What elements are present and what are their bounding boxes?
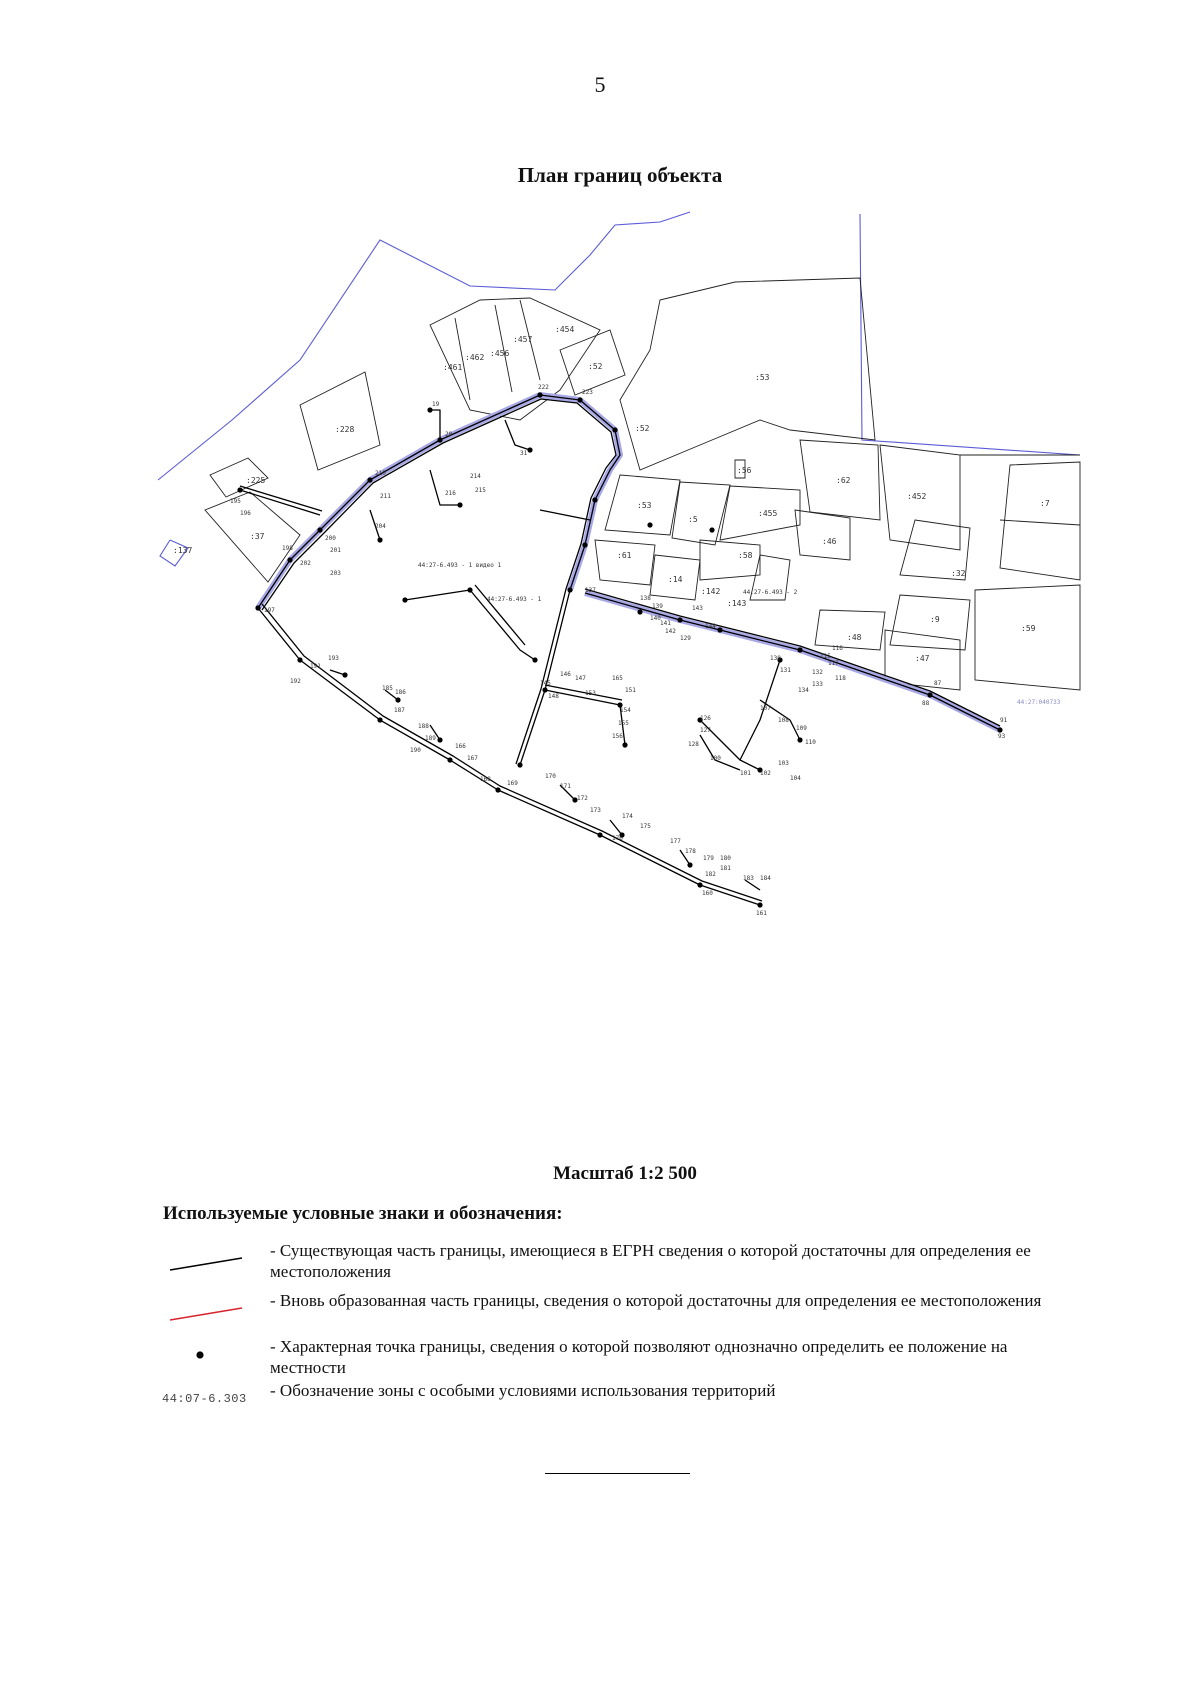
point-label: 103 (778, 760, 789, 767)
point-label: 108 (778, 717, 789, 724)
point-label: 128 (688, 741, 699, 748)
point-label: 175 (640, 823, 651, 830)
point-label: 156 (612, 733, 623, 740)
parcel-label: :46 (822, 537, 837, 546)
point-label: 109 (796, 725, 807, 732)
point-label: 129 (680, 635, 691, 642)
legend-item-new-boundary: - Вновь образованная часть границы, сведения о которой достаточны для определения ее местоположения (270, 1291, 1042, 1310)
parcel-label: :53 (755, 373, 770, 382)
point-label: 187 (394, 707, 405, 714)
parcel-label: :228 (335, 425, 355, 434)
point-label: 107 (760, 705, 771, 712)
parcel-label: :56 (737, 466, 752, 475)
point-label: 139 (652, 603, 663, 610)
point-label: 161 (756, 910, 767, 917)
parcel-label: :47 (915, 654, 930, 663)
point-labels (230, 384, 1008, 917)
point-label: 185 (382, 685, 393, 692)
point-label: 133 (812, 681, 823, 688)
parcel-label: :32 (951, 569, 966, 578)
point-label: 138 (640, 595, 651, 602)
point-label: 186 (395, 689, 406, 696)
point-label: 176 (612, 835, 623, 842)
point-label: 110 (805, 739, 816, 746)
point-label: 31 (520, 450, 528, 457)
legend-zone-label-sample: 44:07-6.303 (162, 1392, 247, 1406)
parcel-label: :53 (637, 501, 652, 510)
parcel-label: :457 (513, 335, 533, 344)
parcel-label: :462 (465, 353, 485, 362)
parcel-label: :14 (668, 575, 683, 584)
point-label: 130 (770, 655, 781, 662)
point-label: 151 (625, 687, 636, 694)
point-label: 191 (310, 663, 321, 670)
point-label: 141 (660, 620, 671, 627)
plan-title: План границ объекта (517, 163, 723, 187)
parcel-label: :452 (907, 492, 927, 501)
point-label: 169 (507, 780, 518, 787)
legend-item-special-zone: - Обозначение зоны с особыми условиями использования территорий (270, 1381, 776, 1400)
parcel-label: :455 (758, 509, 778, 518)
point-label: 87 (934, 680, 942, 687)
parcel-label: :9 (930, 615, 940, 624)
zone-label: 44:27-6.493 - 2 (743, 589, 798, 596)
point-label: 147 (575, 675, 586, 682)
point-label: 148 (548, 693, 559, 700)
legend-title: Используемые условные знаки и обозначения: (163, 1203, 563, 1224)
point-label: 200 (325, 535, 336, 542)
point-label: 144 (705, 623, 716, 630)
point-label: 201 (330, 547, 341, 554)
point-label: 172 (577, 795, 588, 802)
zone-label: 44:27-6.493 - 1 видео 1 (418, 562, 502, 569)
legend-red-line-symbol (168, 1300, 248, 1330)
point-label: 170 (545, 773, 556, 780)
point-label: 127 (700, 727, 711, 734)
parcel-label: :137 (173, 546, 193, 555)
point-label: 116 (832, 645, 843, 652)
parcel-labels (173, 325, 1050, 663)
parcel-label: :461 (443, 363, 463, 372)
point-label: 190 (410, 747, 421, 754)
point-label: 117 (828, 660, 839, 667)
point-label: 180 (720, 855, 731, 862)
point-label: 134 (798, 687, 809, 694)
point-label: 222 (538, 384, 549, 391)
legend-item-existing-boundary: - Существующая часть границы, имеющиеся в ЕГРН сведения о которой достаточны для определения ее местоположения (270, 1241, 1031, 1281)
parcel-label: :143 (727, 599, 747, 608)
zone-label: 44:27:040733 (1017, 699, 1061, 706)
point-label: 140 (650, 615, 661, 622)
point-label: 189 (425, 735, 436, 742)
point-label: 171 (560, 783, 571, 790)
footer-rule (545, 1473, 690, 1474)
point-label: 196 (240, 510, 251, 517)
point-label: 202 (300, 560, 311, 567)
parcel-label: :7 (1040, 499, 1050, 508)
parcel-label: :52 (588, 362, 603, 371)
point-label: 204 (375, 523, 386, 530)
page-number: 5 (594, 72, 606, 97)
parcel-label: :48 (847, 633, 862, 642)
point-label: 20 (445, 431, 453, 438)
quarter-boundaries (158, 212, 1080, 566)
point-label: 165 (612, 675, 623, 682)
point-label: 93 (998, 733, 1006, 740)
point-label: 146 (560, 671, 571, 678)
boundary-points (237, 392, 1002, 907)
point-label: 102 (760, 770, 771, 777)
point-label: 143 (692, 605, 703, 612)
point-label: 166 (455, 743, 466, 750)
point-label: 104 (790, 775, 801, 782)
point-label: 211 (380, 493, 391, 500)
point-label: 195 (230, 498, 241, 505)
point-label: 193 (328, 655, 339, 662)
point-label: 192 (290, 678, 301, 685)
legend-point-symbol (190, 1345, 210, 1365)
point-label: 168 (480, 776, 491, 783)
point-label: 137 (585, 587, 596, 594)
parcels (205, 278, 1080, 690)
point-label: 173 (590, 807, 601, 814)
object-boundary (240, 395, 1000, 905)
legend-item-characteristic-point: - Характерная точка границы, сведения о которой позволяют однозначно определить ее положение на местности (270, 1337, 1008, 1377)
parcel-label: :59 (1021, 624, 1036, 633)
point-label: 216 (445, 490, 456, 497)
point-label: 214 (470, 473, 481, 480)
point-label: 126 (700, 715, 711, 722)
map-scale: Масштаб 1:2 500 (553, 1163, 697, 1184)
point-label: 223 (582, 389, 593, 396)
point-label: 155 (618, 720, 629, 727)
point-label: 184 (760, 875, 771, 882)
point-label: 177 (670, 838, 681, 845)
zone-label: 44:27-6.493 - 1 (487, 596, 542, 603)
point-label: 153 (585, 690, 596, 697)
point-label: 132 (812, 669, 823, 676)
point-label: 210 (375, 470, 386, 477)
point-label: 142 (665, 628, 676, 635)
point-label: 178 (685, 848, 696, 855)
point-label: 183 (743, 875, 754, 882)
parcel-label: :52 (635, 424, 650, 433)
point-label: 203 (330, 570, 341, 577)
point-label: 215 (475, 487, 486, 494)
parcel-label: :456 (490, 349, 510, 358)
point-label: 145 (540, 680, 551, 687)
point-label: 182 (705, 871, 716, 878)
point-label: 19 (432, 401, 440, 408)
parcel-label: :62 (836, 476, 851, 485)
point-label: 197 (264, 607, 275, 614)
point-label: 179 (703, 855, 714, 862)
point-label: 160 (702, 890, 713, 897)
parcel-label: :5 (688, 515, 698, 524)
parcel-label: :37 (250, 532, 265, 541)
parcel-label: :454 (555, 325, 575, 334)
point-label: 131 (780, 667, 791, 674)
point-label: 91 (1000, 717, 1008, 724)
point-label: 115 (820, 653, 831, 660)
parcel-label: :225 (246, 476, 266, 485)
point-label: 188 (418, 723, 429, 730)
point-label: 100 (710, 755, 721, 762)
legend-black-line-symbol (168, 1248, 248, 1278)
point-label: 101 (740, 770, 751, 777)
point-label: 154 (620, 707, 631, 714)
point-label: 174 (622, 813, 633, 820)
point-label: 181 (720, 865, 731, 872)
zone-band (258, 395, 1000, 730)
point-label: 88 (922, 700, 930, 707)
point-label: 198 (282, 545, 293, 552)
point-label: 167 (467, 755, 478, 762)
point-label: 118 (835, 675, 846, 682)
parcel-label: :142 (701, 587, 721, 596)
parcel-label: :58 (738, 551, 753, 560)
parcel-label: :61 (617, 551, 632, 560)
